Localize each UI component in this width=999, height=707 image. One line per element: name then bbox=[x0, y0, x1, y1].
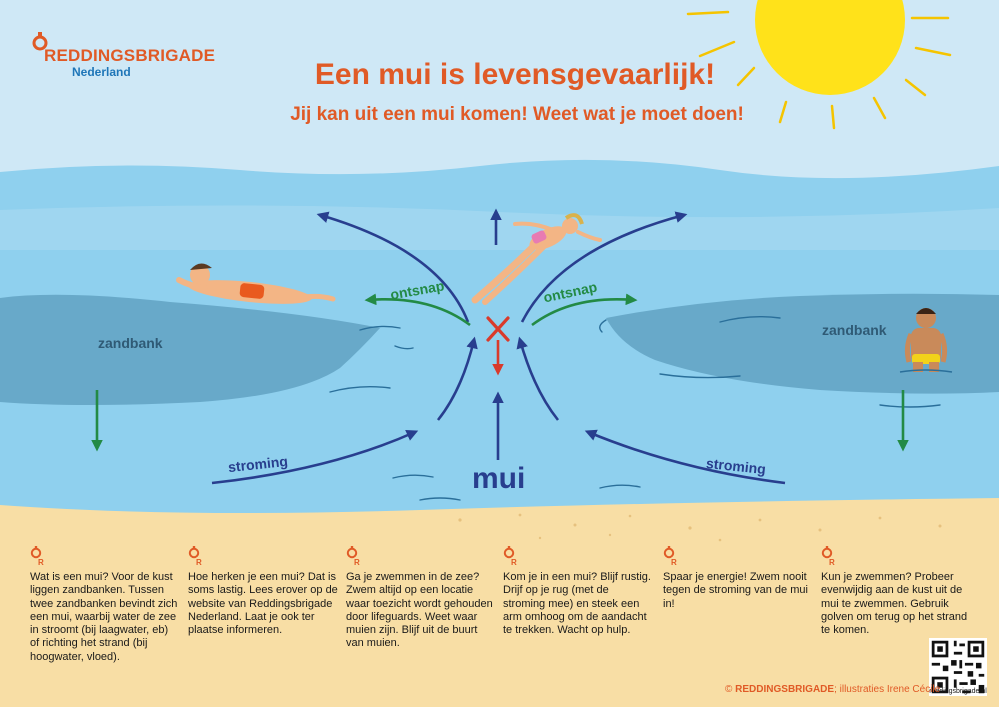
lifebuoy-r-icon bbox=[30, 546, 46, 566]
svg-text:R: R bbox=[38, 558, 44, 566]
svg-text:R: R bbox=[196, 558, 202, 566]
label-zandbank-left: zandbank bbox=[98, 335, 163, 351]
qr-url[interactable]: reddingsbrigade.nl bbox=[929, 688, 987, 695]
label-stroming-right: stroming bbox=[705, 454, 767, 478]
tip-text: Spaar je energie! Zwem nooit tegen de stroming van de mui in! bbox=[663, 571, 808, 610]
page-title: Een mui is levensgevaarlijk! bbox=[314, 58, 716, 91]
label-zandbank-right: zandbank bbox=[822, 322, 887, 338]
label-ontsnap-left: ontsnap bbox=[389, 277, 446, 303]
tip-3 bbox=[346, 546, 496, 651]
logo-name: REDDINGSBRIGADE bbox=[44, 46, 216, 65]
svg-text:R: R bbox=[354, 558, 360, 566]
tip-text: Hoe herken je een mui? Dat is soms lastig. Lees erover op de website van Reddingsbrigade Nederland. Laat je ook ter plaatse informeren. bbox=[188, 571, 338, 637]
svg-text:R: R bbox=[829, 558, 835, 566]
tip-1 bbox=[30, 546, 180, 664]
label-ontsnap-right: ontsnap bbox=[541, 278, 599, 306]
credits-illustrator: ; illustraties Irene Cécile bbox=[834, 684, 941, 695]
credits-brand: REDDINGSBRIGADE bbox=[735, 684, 835, 695]
tip-text: Kom je in een mui? Blijf rustig. Drijf op je rug (met de stroming mee) en steek een arm omhoog om de aandacht te trekken. Wacht op hulp. bbox=[503, 571, 651, 637]
lifebuoy-r-icon bbox=[346, 546, 362, 566]
lifebuoy-r-icon bbox=[821, 546, 837, 566]
copyright-symbol: © bbox=[725, 684, 733, 695]
tip-6 bbox=[821, 546, 971, 637]
tip-5 bbox=[663, 546, 813, 611]
tip-4 bbox=[503, 546, 653, 637]
tip-text: Ga je zwemmen in de zee? Zwem altijd op een locatie waar toezicht wordt gehouden door lifeguards. Weet waar muien zijn. Blijf uit de buurt van muien. bbox=[346, 571, 493, 650]
credits bbox=[725, 684, 940, 695]
lifebuoy-r-icon bbox=[503, 546, 519, 566]
label-mui: mui bbox=[472, 462, 526, 495]
page-subtitle: Jij kan uit een mui komen! Weet wat je moet doen! bbox=[290, 104, 744, 125]
svg-text:R: R bbox=[511, 558, 517, 566]
tip-2 bbox=[188, 546, 338, 637]
tip-text: Kun je zwemmen? Probeer evenwijdig aan de kust uit de mui te zwemmen. Gebruik golven om terug op het strand te komen. bbox=[821, 571, 968, 637]
label-stroming-left: stroming bbox=[227, 452, 289, 476]
logo-subtitle: Nederland bbox=[72, 65, 131, 79]
svg-text:R: R bbox=[671, 558, 677, 566]
tip-text: Wat is een mui? Voor de kust liggen zandbanken. Tussen twee zandbanken bevindt zich een mui, waarbij water de zee in stroomt (bij laagwater, eb) of richting het strand (bij hoogwater, vloed). bbox=[30, 571, 178, 663]
lifebuoy-r-icon bbox=[188, 546, 204, 566]
lifebuoy-r-icon bbox=[663, 546, 679, 566]
